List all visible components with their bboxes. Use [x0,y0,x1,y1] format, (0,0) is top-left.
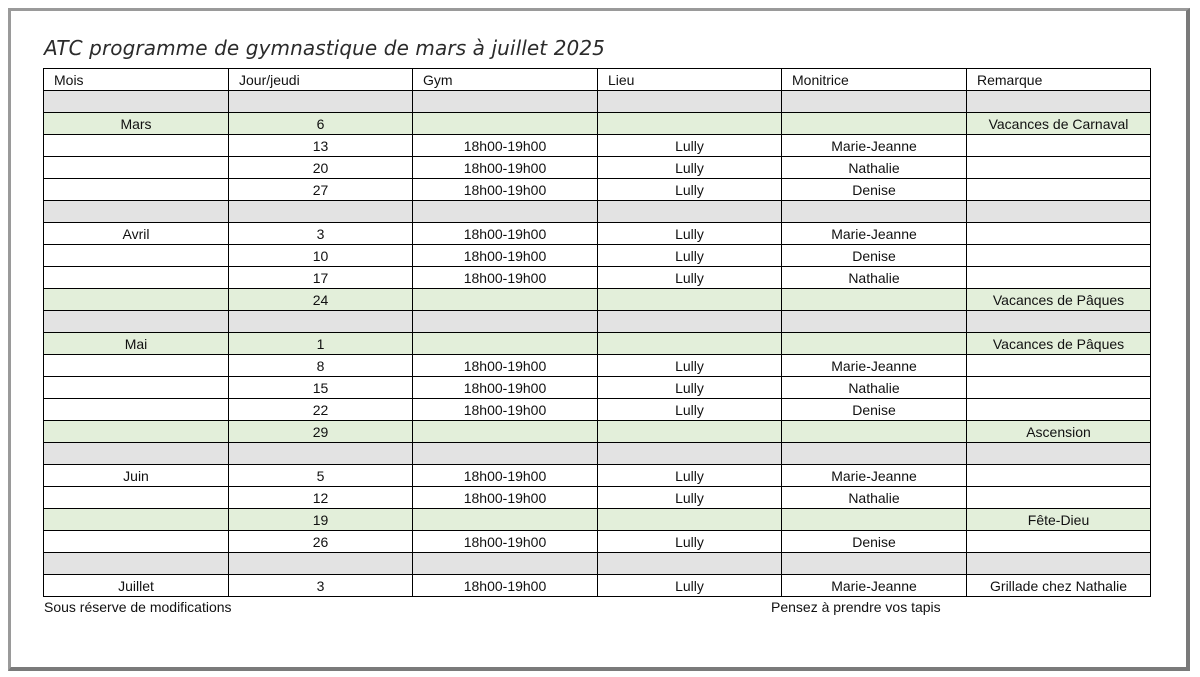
cell-mois [44,135,229,157]
table-row [44,179,1151,201]
cell-gym: 18h00-19h00 [413,245,598,267]
cell-jour: 26 [229,531,413,553]
cell-lieu [598,113,782,135]
cell-mois: Juin [44,465,229,487]
cell-mois [44,245,229,267]
cell-gym: 18h00-19h00 [413,157,598,179]
cell-mois: Avril [44,223,229,245]
cell-remarque: Vacances de Carnaval [967,113,1151,135]
cell-jour: 6 [229,113,413,135]
cell-lieu: Lully [598,399,782,421]
footer-note-left: Sous réserve de modifications [44,599,232,615]
cell-gym [413,91,598,113]
cell-jour: 8 [229,355,413,377]
table-row [44,157,1151,179]
cell-jour: 10 [229,245,413,267]
cell-mois [44,377,229,399]
cell-jour [229,201,413,223]
cell-jour: 19 [229,509,413,531]
cell-remarque [967,311,1151,333]
cell-monitrice: Marie-Jeanne [782,575,967,597]
cell-lieu [598,553,782,575]
cell-gym: 18h00-19h00 [413,465,598,487]
cell-lieu: Lully [598,465,782,487]
cell-lieu: Lully [598,179,782,201]
cell-gym: 18h00-19h00 [413,135,598,157]
cell-gym: 18h00-19h00 [413,531,598,553]
cell-remarque [967,355,1151,377]
cell-lieu [598,201,782,223]
table-row [44,333,1151,355]
cell-mois: Juillet [44,575,229,597]
cell-remarque: Fête-Dieu [967,509,1151,531]
cell-mois: Mars [44,113,229,135]
cell-monitrice [782,553,967,575]
cell-jour: 3 [229,575,413,597]
cell-jour [229,443,413,465]
header-monitrice: Monitrice [782,69,967,91]
table-row [44,311,1151,333]
table-row [44,201,1151,223]
cell-monitrice [782,91,967,113]
table-row [44,223,1151,245]
cell-gym: 18h00-19h00 [413,575,598,597]
cell-jour [229,311,413,333]
table-row [44,245,1151,267]
cell-remarque [967,267,1151,289]
cell-monitrice [782,289,967,311]
cell-lieu: Lully [598,157,782,179]
cell-mois [44,421,229,443]
cell-lieu: Lully [598,487,782,509]
header-mois: Mois [44,69,229,91]
table-row [44,531,1151,553]
cell-mois [44,179,229,201]
cell-mois [44,201,229,223]
cell-remarque [967,91,1151,113]
cell-lieu: Lully [598,355,782,377]
cell-lieu: Lully [598,531,782,553]
cell-monitrice: Nathalie [782,377,967,399]
footer-note-right: Pensez à prendre vos tapis [771,599,941,615]
cell-jour [229,553,413,575]
cell-jour: 17 [229,267,413,289]
cell-remarque [967,377,1151,399]
cell-gym [413,333,598,355]
cell-remarque [967,201,1151,223]
cell-mois [44,487,229,509]
table-row [44,553,1151,575]
cell-mois [44,355,229,377]
cell-gym: 18h00-19h00 [413,223,598,245]
header-gym: Gym [413,69,598,91]
cell-gym [413,201,598,223]
cell-mois [44,443,229,465]
cell-remarque [967,465,1151,487]
cell-monitrice [782,201,967,223]
cell-lieu: Lully [598,245,782,267]
table-row [44,465,1151,487]
cell-gym [413,553,598,575]
cell-monitrice [782,113,967,135]
cell-mois [44,311,229,333]
cell-mois [44,157,229,179]
cell-remarque [967,553,1151,575]
cell-remarque [967,157,1151,179]
cell-gym [413,311,598,333]
table-row [44,443,1151,465]
cell-jour: 27 [229,179,413,201]
cell-jour [229,91,413,113]
cell-mois: Mai [44,333,229,355]
cell-remarque [967,399,1151,421]
cell-jour: 3 [229,223,413,245]
document-title: ATC programme de gymnastique de mars à juillet 2025 [44,36,605,60]
cell-mois [44,553,229,575]
schedule-body [44,91,1151,597]
cell-mois [44,399,229,421]
cell-mois [44,531,229,553]
table-row [44,91,1151,113]
cell-monitrice: Nathalie [782,157,967,179]
cell-lieu [598,91,782,113]
cell-jour: 1 [229,333,413,355]
cell-monitrice: Denise [782,179,967,201]
cell-lieu: Lully [598,223,782,245]
cell-monitrice: Nathalie [782,267,967,289]
cell-jour: 29 [229,421,413,443]
cell-monitrice: Denise [782,531,967,553]
table-row [44,267,1151,289]
table-row [44,377,1151,399]
cell-gym: 18h00-19h00 [413,399,598,421]
cell-lieu [598,443,782,465]
cell-monitrice [782,333,967,355]
cell-mois [44,289,229,311]
cell-monitrice [782,311,967,333]
cell-monitrice [782,421,967,443]
cell-lieu: Lully [598,267,782,289]
cell-gym: 18h00-19h00 [413,355,598,377]
cell-gym [413,113,598,135]
cell-jour: 20 [229,157,413,179]
schedule-table [43,68,1151,597]
cell-monitrice: Marie-Jeanne [782,135,967,157]
cell-jour: 24 [229,289,413,311]
cell-monitrice: Marie-Jeanne [782,355,967,377]
cell-lieu: Lully [598,575,782,597]
header-remarque: Remarque [967,69,1151,91]
cell-monitrice: Denise [782,245,967,267]
cell-mois [44,509,229,531]
cell-jour: 15 [229,377,413,399]
cell-remarque [967,179,1151,201]
cell-lieu [598,509,782,531]
cell-remarque: Grillade chez Nathalie [967,575,1151,597]
cell-gym [413,509,598,531]
cell-remarque [967,135,1151,157]
cell-jour: 13 [229,135,413,157]
cell-lieu [598,421,782,443]
table-row [44,135,1151,157]
table-row [44,421,1151,443]
cell-mois [44,91,229,113]
cell-gym [413,443,598,465]
cell-monitrice [782,509,967,531]
cell-mois [44,267,229,289]
table-header-row [44,69,1151,91]
cell-jour: 22 [229,399,413,421]
cell-monitrice: Marie-Jeanne [782,465,967,487]
cell-monitrice: Marie-Jeanne [782,223,967,245]
cell-monitrice: Denise [782,399,967,421]
cell-remarque [967,531,1151,553]
table-row [44,289,1151,311]
cell-gym: 18h00-19h00 [413,377,598,399]
cell-gym: 18h00-19h00 [413,487,598,509]
cell-lieu: Lully [598,135,782,157]
cell-gym [413,289,598,311]
cell-gym: 18h00-19h00 [413,179,598,201]
cell-remarque [967,443,1151,465]
cell-remarque [967,245,1151,267]
cell-lieu: Lully [598,377,782,399]
table-row [44,509,1151,531]
header-lieu: Lieu [598,69,782,91]
table-row [44,399,1151,421]
cell-remarque [967,223,1151,245]
table-row [44,113,1151,135]
table-row [44,487,1151,509]
cell-remarque [967,487,1151,509]
cell-gym: 18h00-19h00 [413,267,598,289]
cell-jour: 12 [229,487,413,509]
cell-lieu [598,311,782,333]
table-row [44,575,1151,597]
table-row [44,355,1151,377]
cell-remarque: Vacances de Pâques [967,333,1151,355]
cell-jour: 5 [229,465,413,487]
cell-gym [413,421,598,443]
cell-monitrice [782,443,967,465]
header-jour: Jour/jeudi [229,69,413,91]
cell-remarque: Ascension [967,421,1151,443]
cell-monitrice: Nathalie [782,487,967,509]
cell-remarque: Vacances de Pâques [967,289,1151,311]
cell-lieu [598,333,782,355]
cell-lieu [598,289,782,311]
